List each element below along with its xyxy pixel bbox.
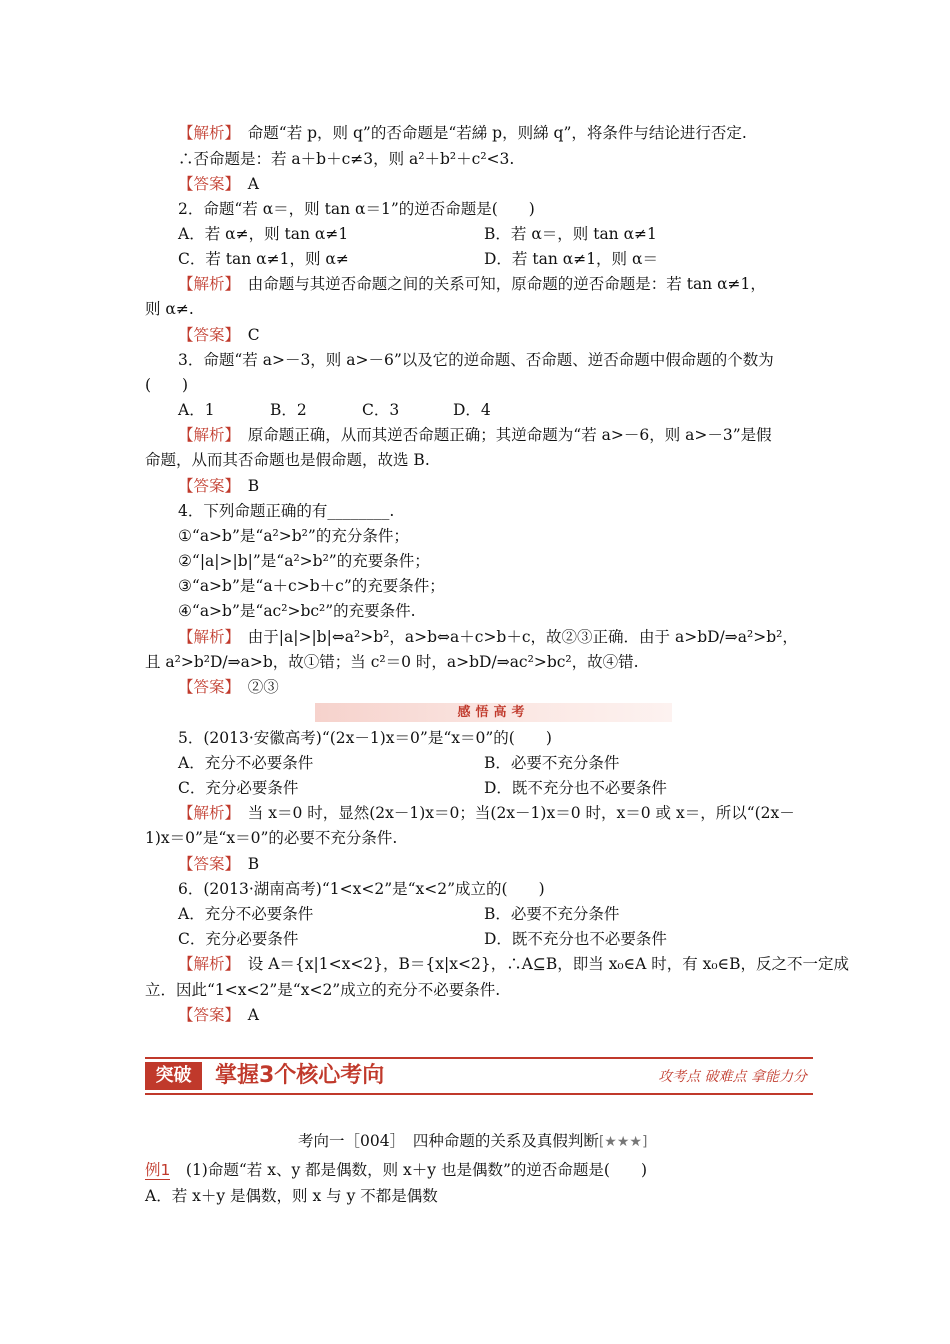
question-stem: 5．(2013·安徽高考)“(2x－1)x＝0”是“x＝0”的( ) [178,729,552,747]
analysis-line [178,123,747,143]
example-line [145,1160,647,1180]
option-a: A．若 α≠，则 tan α≠1 [178,225,349,243]
analysis-tag: 【解析】 [178,804,233,822]
answer-value: ②③ [247,678,279,696]
section-title: 掌握3个核心考向 [215,1063,385,1088]
analysis-text: 命题“若 p，则 q”的否命题是“若綈 p，则綈 q”，将条件与结论进行否定. [247,124,747,142]
analysis-text: 原命题正确，从而其逆否命题正确；其逆命题为“若 a>－6，则 a>－3”是假 [247,426,772,444]
analysis-line [178,803,795,823]
analysis-line: 命题，从而其否命题也是假命题，故选 B. [145,451,430,469]
answer-tag: 【答案】 [178,477,233,495]
answer-line [178,174,259,194]
list-item: ①“a>b”是“a²>b²”的充分条件； [178,527,409,545]
answer-line [178,677,279,697]
option-a: A．1 [178,401,215,419]
example-label: 例1 [145,1161,171,1179]
answer-tag: 【答案】 [178,326,233,344]
analysis-line [178,274,766,294]
answer-line [178,325,260,345]
option-d: D．既不充分也不必要条件 [484,779,667,797]
answer-tag: 【答案】 [178,175,233,193]
answer-tag: 【答案】 [178,1006,233,1024]
analysis-text: 由命题与其逆否命题之间的关系可知，原命题的逆否命题是：若 tan α≠1， [247,275,766,293]
question-stem: 2．命题“若 α＝，则 tan α＝1”的逆否命题是( ) [178,200,535,218]
list-item: ④“a>b”是“ac²>bc²”的充要条件. [178,602,416,620]
option-b: B．必要不充分条件 [484,905,620,923]
option-d: D．既不充分也不必要条件 [484,930,667,948]
option-c: C．充分必要条件 [178,779,299,797]
question-stem: 3．命题“若 a>－3，则 a>－6”以及它的逆命题、否命题、逆否命题中假命题的个数为 [178,351,774,369]
analysis-tag: 【解析】 [178,275,233,293]
section-slogan: 攻考点 破难点 拿能力分 [658,1069,807,1085]
question-stem: 4．下列命题正确的有________. [178,502,395,520]
analysis-line [178,954,849,974]
star-rating: [★★★] [598,1134,648,1150]
example-text: (1)命题“若 x、y 都是偶数，则 x＋y 也是偶数”的逆否命题是( ) [185,1161,647,1179]
option-d: D．若 tan α≠1，则 α＝ [484,250,658,268]
analysis-line: 立．因此“1<x<2”是“x<2”成立的充分不必要条件. [145,981,501,999]
option-a: A．充分不必要条件 [178,754,314,772]
analysis-line: 则 α≠. [145,300,194,318]
option-d: D．4 [453,401,491,419]
direction-heading [298,1131,647,1152]
question-stem: 6．(2013·湖南高考)“1<x<2”是“x<2”成立的( ) [178,880,545,898]
option-b: B．2 [270,401,307,419]
answer-value: B [247,855,260,873]
answer-tag: 【答案】 [178,855,233,873]
option-b: B．必要不充分条件 [484,754,620,772]
option-c: C．若 tan α≠1，则 α≠ [178,250,349,268]
list-item: ②“|a|>|b|”是“a²>b²”的充要条件； [178,552,430,570]
answer-line [178,854,259,874]
option-c: C．3 [362,401,400,419]
analysis-line [178,627,798,647]
section-banner: 感悟高考 [315,703,672,722]
analysis-tag: 【解析】 [178,426,233,444]
analysis-text: 设 A＝{x|1<x<2}，B＝{x|x<2}，∴A⊆B，即当 x₀∈A 时，有 x₀∈B，反之不一定成 [247,955,849,973]
answer-value: A [247,175,259,193]
section-header-bar [145,1057,813,1095]
analysis-text: 当 x＝0 时，显然(2x－1)x＝0；当(2x－1)x＝0 时，x＝0 或 x＝，所以“(2x－ [247,804,795,822]
answer-value: B [247,477,260,495]
analysis-tag: 【解析】 [178,628,233,646]
analysis-text: 由于|a|>|b|⇔a²>b²，a>b⇔a＋c>b＋c，故②③正确．由于 a>bD/⇒a²>b²， [247,628,798,646]
analysis-line: ∴否命题是：若 a＋b＋c≠3，则 a²＋b²＋c²<3. [178,150,515,168]
analysis-tag: 【解析】 [178,124,233,142]
option-b: B．若 α＝，则 tan α≠1 [484,225,657,243]
option-a: A．若 x＋y 是偶数，则 x 与 y 不都是偶数 [145,1187,438,1205]
option-c: C．充分必要条件 [178,930,299,948]
section-badge: 突破 [145,1062,202,1090]
answer-value: C [247,326,260,344]
list-item: ③“a>b”是“a＋c>b＋c”的充要条件； [178,577,445,595]
answer-value: A [247,1006,259,1024]
analysis-line [178,425,772,445]
answer-line [178,1005,259,1025]
question-stem: ( ) [145,376,189,394]
option-a: A．充分不必要条件 [178,905,314,923]
answer-tag: 【答案】 [178,678,233,696]
analysis-tag: 【解析】 [178,955,233,973]
answer-line [178,476,259,496]
analysis-line: 1)x＝0”是“x＝0”的必要不充分条件. [145,829,398,847]
analysis-line: 且 a²>b²D/⇒a>b，故①错；当 c²＝0 时，a>bD/⇒ac²>bc²，故④错. [145,653,639,671]
direction-title: 考向一［004］ 四种命题的关系及真假判断 [298,1132,599,1150]
